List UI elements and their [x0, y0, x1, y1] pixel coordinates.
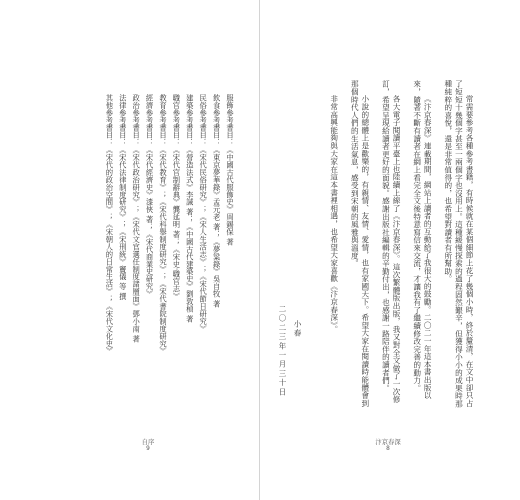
running-footer-title: 汴京春深	[375, 438, 401, 446]
reference-list	[40, 94, 235, 412]
page-number: 9	[146, 446, 150, 452]
preface-body	[306, 80, 474, 410]
reference-item: 服飾參考書目：《中國古代服飾史》周錫保 著	[226, 94, 235, 246]
signature-date: 二〇二三年一月三十日	[278, 305, 287, 397]
preface-paragraph: 小說的總體上是歡樂的，有親情、友情、愛情，也有家國天下。希望大家在閱讀時能體會到那個時代人們的生活氣息，感受到宋朝的風雅與溫度。	[350, 80, 370, 408]
preface-paragraph: 非常高興能夠與大家在這本書裡相遇，也希望大家喜歡《汴京春深》。	[329, 95, 339, 334]
preface-paragraph: 常需要參考各種參考書籍，有時候就在某個細節上花了幾個小時，終於釐清，在文中卻只占了短短十幾個字甚至一兩個字也沒用上。這種緩慢探索的過程固然艱辛，但獲得小小的成果時那種純粹的喜悅，還是非常值得的，也希望對讀者有所幫助。	[443, 80, 474, 408]
reference-item: 其他參考書目：《宋代的政治空間》；《宋朝人的日常生活》；《宋代文化史》	[105, 94, 115, 355]
reference-item: 建築參考書目：《營造法式》李誡 著；《中國古代建築史》劉敦楨 著	[185, 94, 195, 323]
right-page-footer	[358, 438, 418, 453]
reference-item: 職官參考書目：《宋代官制辭典》龔延明 著；《宋史·職官志》	[172, 94, 182, 301]
reference-item: 法律參考書目：《宋代法律制度研究》；《宋刑統》竇儀 等 撰	[118, 94, 128, 301]
reference-item: 飲食參考書目：《東京夢華錄》孟元老 著；《夢粱錄》吳自牧 著	[212, 94, 222, 308]
page-gutter	[259, 0, 260, 500]
preface-paragraph: 各大電子閱讀平臺上也陸續上線了《汴京春深》。這次繁體版出版，我又對全文做了一次修訂，希望呈現給讀者更好的面貌。感謝出版社編輯的辛勤付出，也感謝一路陪伴的讀者們。	[381, 80, 402, 404]
reference-item: 民俗參考書目：《宋代民俗研究》；《宋人生活志》；《宋代節日研究》	[199, 94, 209, 333]
reference-item: 經濟參考書目：《宋代經濟史》漆俠 著；《宋代商業史研究》	[145, 94, 155, 298]
running-footer-title: 自序	[141, 438, 155, 446]
left-page-footer	[118, 438, 178, 453]
reference-item: 政治參考書目：《宋代政治研究》；《宋代文官選任制度諸層面》鄧小南 著	[132, 94, 142, 343]
author-signature: 小春	[293, 320, 302, 338]
page-number: 8	[386, 446, 390, 452]
reference-item: 教育參考書目：《宋代教育》；《宋代科舉制度研究》；《宋代書院制度研究》	[158, 94, 168, 355]
preface-paragraph: 《汴京春深》連載期間，網站上讀者的互動給了我很大的鼓勵。二〇二一年這本書出版以來，隨著不斷有讀者在網上看完全文後特意寫信來交流，才讓我有了繼續修改完善的動力。	[412, 80, 433, 400]
